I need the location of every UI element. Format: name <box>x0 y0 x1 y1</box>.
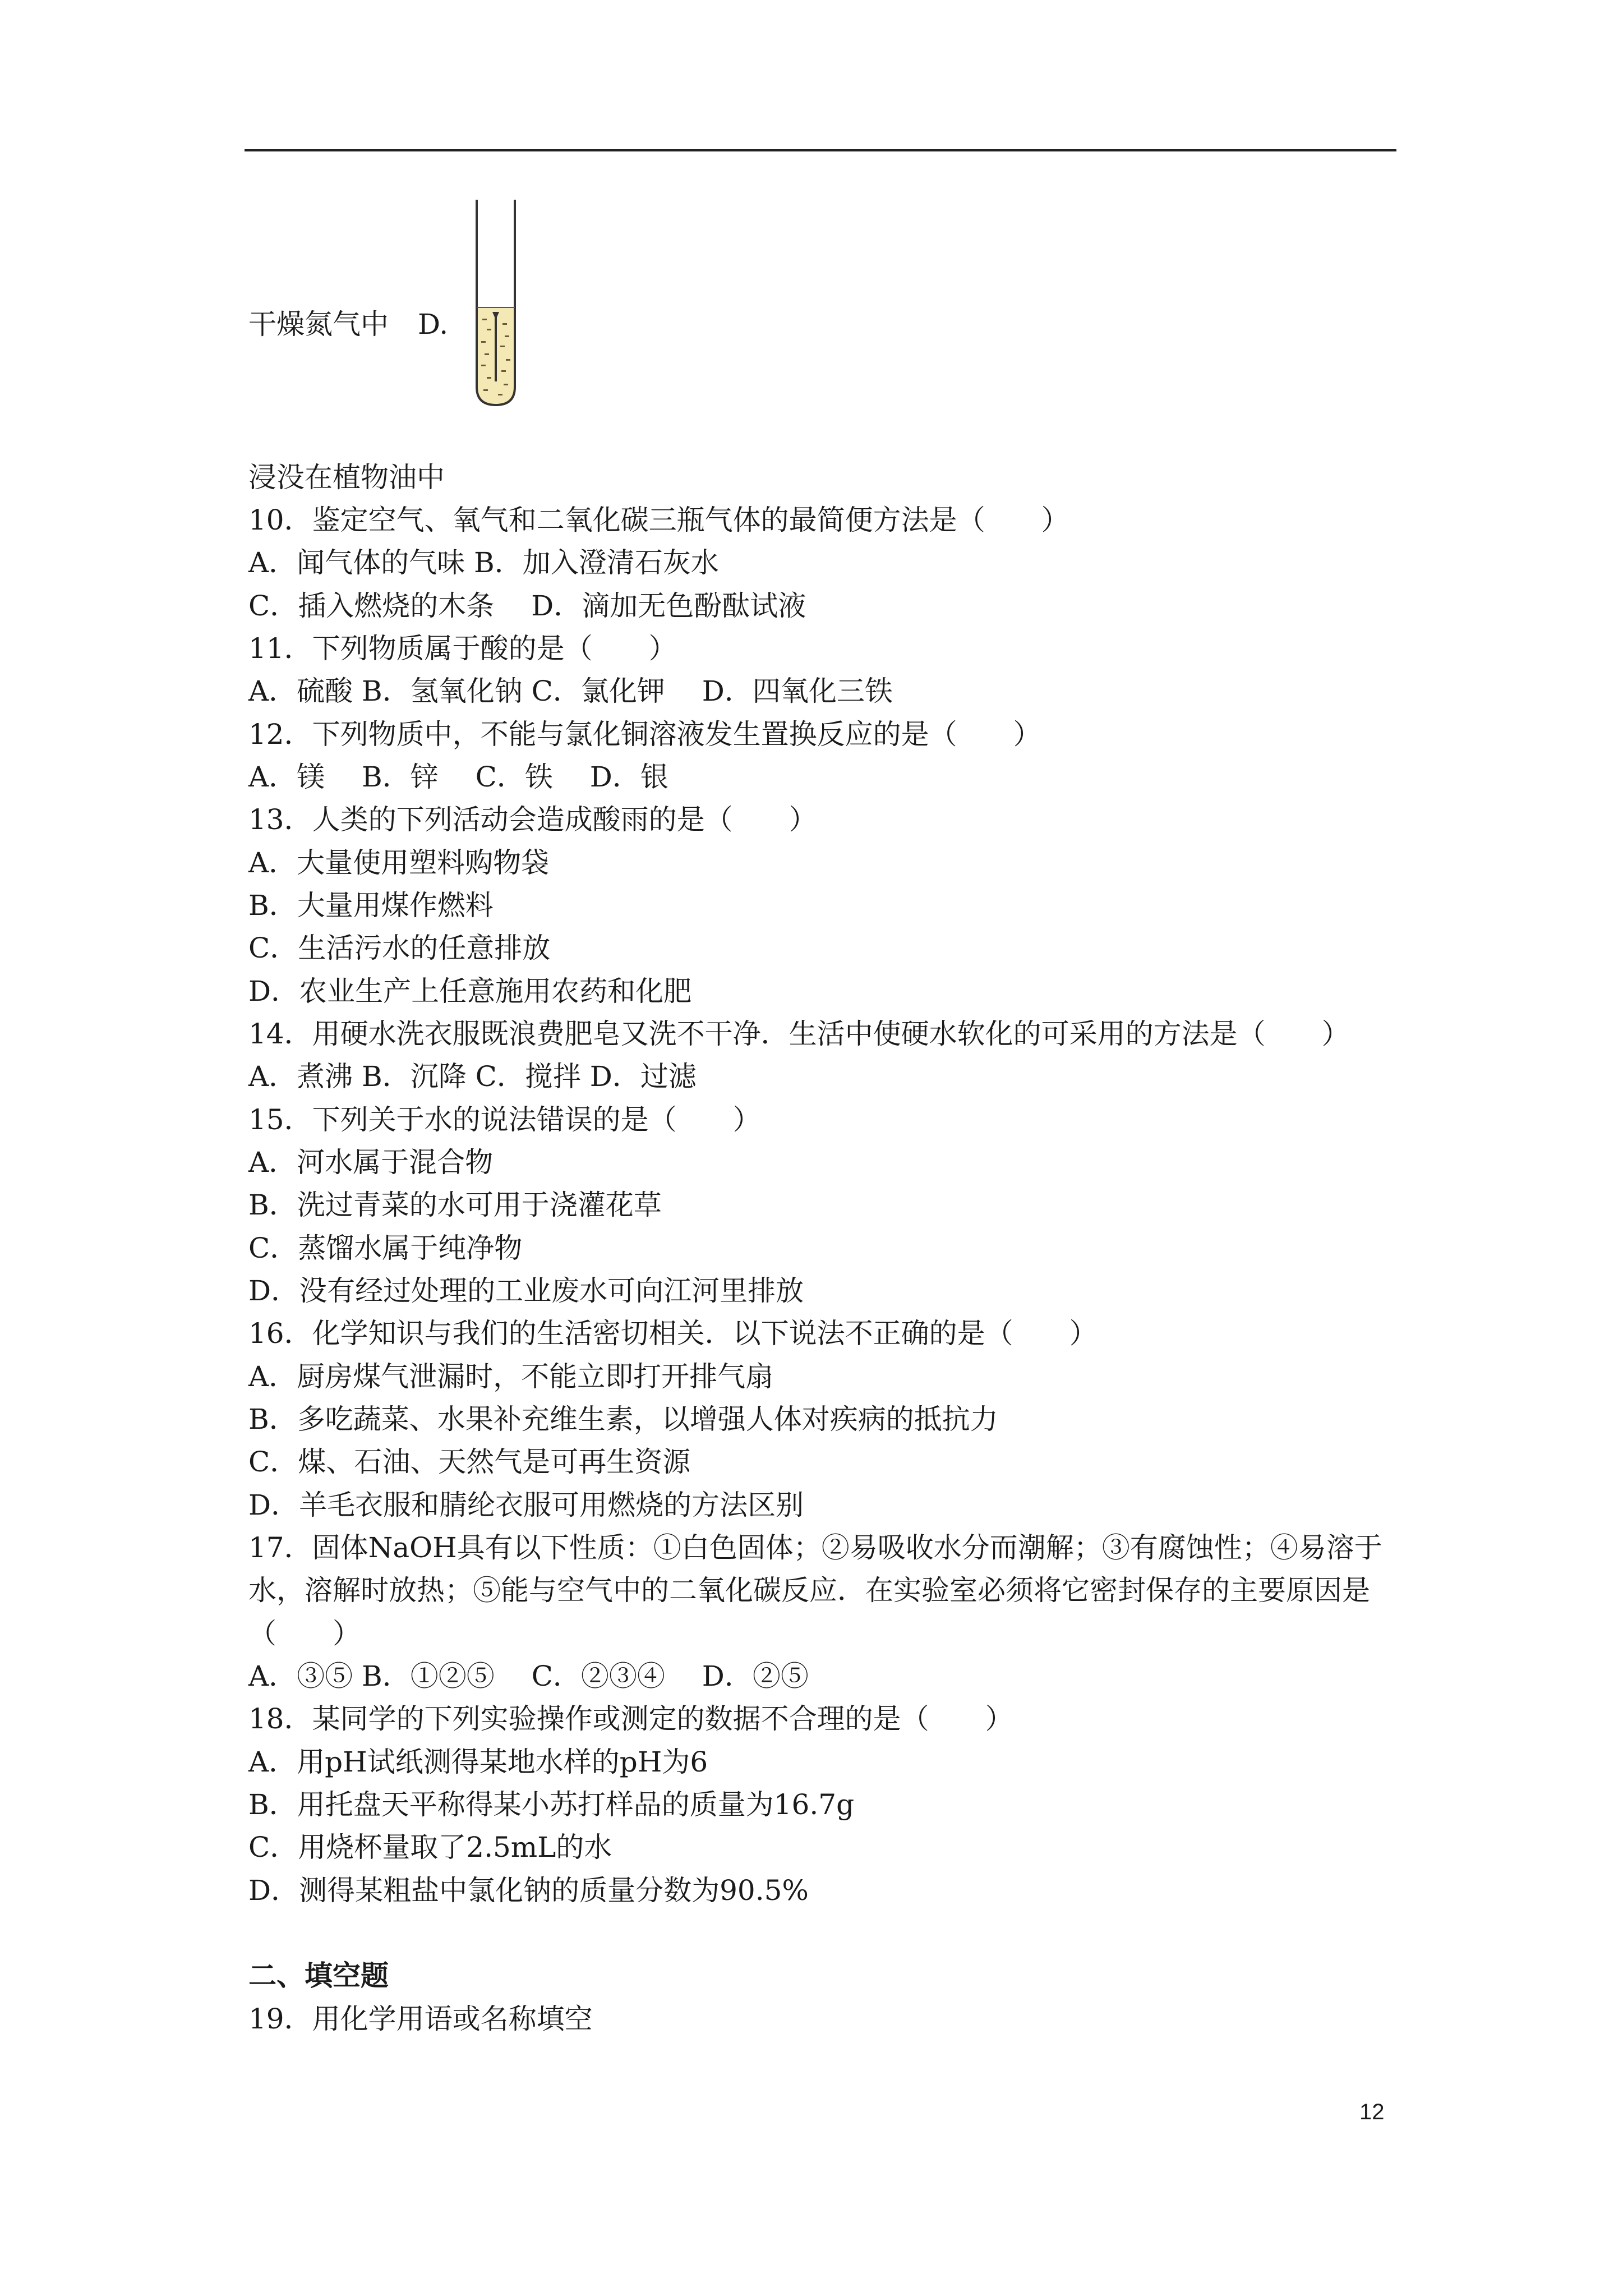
q13-option: D．农业生产上任意施用农药和化肥 <box>248 975 692 1007</box>
q10-option-line: A．闻气体的气味 B．加入澄清石灰水 <box>248 546 719 579</box>
page-number: 12 <box>1359 2100 1385 2124</box>
q14-stem: 14．用硬水洗衣服既浪费肥皂又洗不干净．生活中使硬水软化的可采用的方法是（ ） <box>248 1018 1350 1050</box>
q17-stem-line1: 17．固体NaOH具有以下性质：①白色固体；②易吸收水分而潮解；③有腐蚀性；④易溶于 <box>248 1531 1382 1564</box>
test-tube-oil-icon <box>464 196 527 412</box>
section-title: 二、填空题 <box>248 1959 389 1992</box>
option-d-caption: 浸没在植物油中 <box>248 461 445 494</box>
q10-stem: 10．鉴定空气、氧气和二氧化碳三瓶气体的最简便方法是（ ） <box>248 504 1069 536</box>
option-c-tail: 干燥氮气中 <box>248 308 389 341</box>
q17-stem-line3: （ ） <box>248 1617 361 1650</box>
q13-option: A．大量使用塑料购物袋 <box>248 846 550 879</box>
q12-stem: 12．下列物质中，不能与氯化铜溶液发生置换反应的是（ ） <box>248 718 1041 751</box>
q18-stem: 18．某同学的下列实验操作或测定的数据不合理的是（ ） <box>248 1703 1013 1735</box>
test-tube-diagram <box>464 196 527 412</box>
q13-option: B．大量用煤作燃料 <box>248 889 494 922</box>
q16-option: A．厨房煤气泄漏时，不能立即打开排气扇 <box>248 1360 774 1393</box>
q15-option: D．没有经过处理的工业废水可向江河里排放 <box>248 1274 804 1307</box>
q16-option: C．煤、石油、天然气是可再生资源 <box>248 1446 691 1478</box>
q11-stem: 11．下列物质属于酸的是（ ） <box>248 632 677 665</box>
q13-stem: 13．人类的下列活动会造成酸雨的是（ ） <box>248 803 817 836</box>
q17-option-line: A．③⑤ B．①②⑤ C．②③④ D．②⑤ <box>248 1660 809 1692</box>
q18-option: C．用烧杯量取了2.5mL的水 <box>248 1831 612 1864</box>
q16-option: D．羊毛衣服和腈纶衣服可用燃烧的方法区别 <box>248 1489 804 1521</box>
q15-option: C．蒸馏水属于纯净物 <box>248 1232 523 1264</box>
q17-stem-line2: 水，溶解时放热；⑤能与空气中的二氧化碳反应．在实验室必须将它密封保存的主要原因是 <box>248 1574 1370 1607</box>
q15-stem: 15．下列关于水的说法错误的是（ ） <box>248 1103 761 1136</box>
q11-option-line: A．硫酸 B．氢氧化钠 C．氯化钾 D．四氧化三铁 <box>248 675 893 707</box>
q18-option: B．用托盘天平称得某小苏打样品的质量为16.7g <box>248 1788 855 1821</box>
q13-option: C．生活污水的任意排放 <box>248 932 551 964</box>
q12-option-line: A．镁 B．锌 C．铁 D．银 <box>248 761 668 793</box>
q18-option: A．用pH试纸测得某地水样的pH为6 <box>248 1746 708 1778</box>
q15-option: A．河水属于混合物 <box>248 1146 494 1179</box>
option-d-label: D. <box>418 308 449 341</box>
header-rule <box>245 149 1396 151</box>
q10-option-line: C．插入燃烧的木条 D．滴加无色酚酞试液 <box>248 590 806 622</box>
q16-stem: 16．化学知识与我们的生活密切相关．以下说法不正确的是（ ） <box>248 1317 1098 1350</box>
q14-option-line: A．煮沸 B．沉降 C．搅拌 D．过滤 <box>248 1060 697 1093</box>
q18-option: D．测得某粗盐中氯化钠的质量分数为90.5% <box>248 1874 809 1907</box>
q19-stem: 19．用化学用语或名称填空 <box>248 2003 593 2035</box>
q16-option: B．多吃蔬菜、水果补充维生素，以增强人体对疾病的抵抗力 <box>248 1403 998 1435</box>
q15-option: B．洗过青菜的水可用于浇灌花草 <box>248 1189 662 1221</box>
